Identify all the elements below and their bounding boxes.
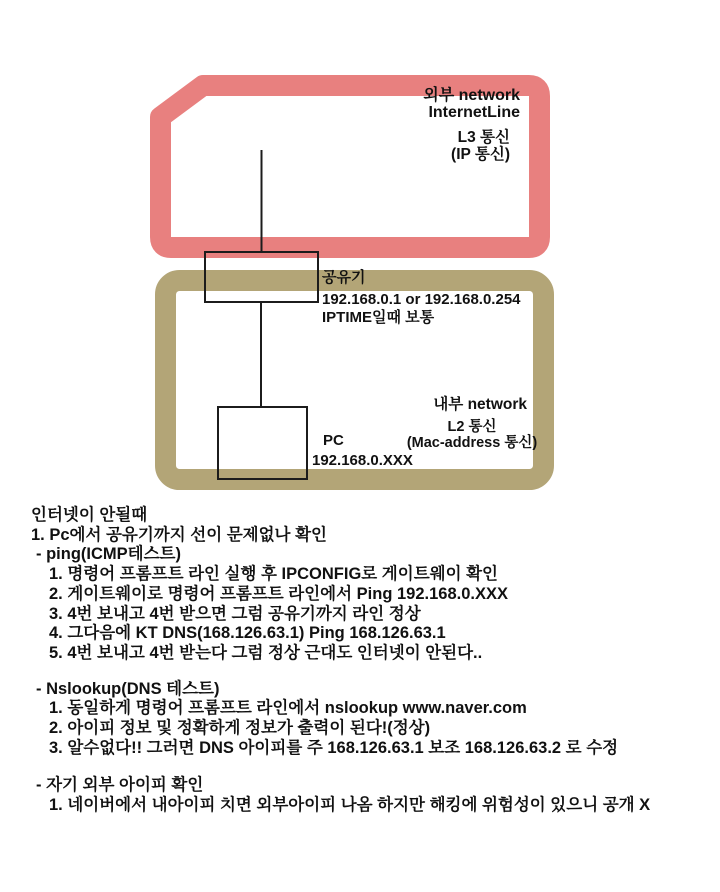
instruction-line: 1. 네이버에서 내아이피 치면 외부아이피 나옴 하지만 해킹에 위험성이 있으니 공개 X [49, 796, 651, 815]
instruction-line: 3. 4번 보내고 4번 받으면 그럼 공유기까지 라인 정상 [49, 604, 421, 623]
instruction-line: 1. 명령어 프롬프트 라인 실행 후 IPCONFIG로 게이트웨이 확인 [49, 565, 498, 584]
router-ip: 192.168.0.1 or 192.168.0.254 [322, 291, 521, 308]
instruction-line: 3. 알수없다!! 그러면 DNS 아이피를 주 168.126.63.1 보조 168.126.63.2 로 수정 [49, 738, 619, 757]
l2-label-line1: L2 통신 [447, 419, 497, 435]
internet-line-label: InternetLine [428, 104, 520, 121]
external-network-name: 외부 network [423, 87, 520, 104]
instruction-line: 2. 아이피 정보 및 정확하게 정보가 출력이 된다!(정상) [49, 719, 431, 738]
l3-label-line2: (IP 통신) [451, 146, 510, 163]
router-label: 공유기 [322, 269, 366, 286]
instruction-line: 1. 동일하게 명령어 프롬프트 라인에서 nslookup www.naver.com [49, 699, 527, 718]
pc-box [218, 407, 307, 479]
instruction-line: - Nslookup(DNS 테스트) [36, 679, 220, 698]
internal-network-label: 내부 network [433, 396, 527, 413]
l3-layer-label [451, 129, 510, 163]
pc-ip: 192.168.0.XXX [312, 452, 413, 469]
instruction-line: 1. Pc에서 공유기까지 선이 문제없나 확인 [31, 525, 327, 544]
instruction-line: 4. 그다음에 KT DNS(168.126.63.1) Ping 168.126.63.1 [49, 624, 446, 643]
l3-label-line1: L3 통신 [457, 129, 510, 146]
external-network-label [423, 87, 520, 121]
instruction-line: - 자기 외부 아이피 확인 [36, 776, 204, 795]
router-note: IPTIME일때 보통 [322, 309, 435, 326]
l2-label-line2: (Mac-address 통신) [406, 435, 538, 451]
l2-layer-label [380, 419, 564, 451]
instruction-line: - ping(ICMP테스트) [36, 545, 181, 564]
instruction-line: 2. 게이트웨이로 명령어 프롬프트 라인에서 Ping 192.168.0.XXX [49, 584, 508, 603]
pc-label: PC [323, 432, 344, 449]
instruction-line: 5. 4번 보내고 4번 받는다 그럼 정상 근대도 인터넷이 안된다.. [49, 643, 483, 662]
notes-title: 인터넷이 안될때 [31, 506, 148, 524]
troubleshooting-notes [0, 506, 720, 816]
